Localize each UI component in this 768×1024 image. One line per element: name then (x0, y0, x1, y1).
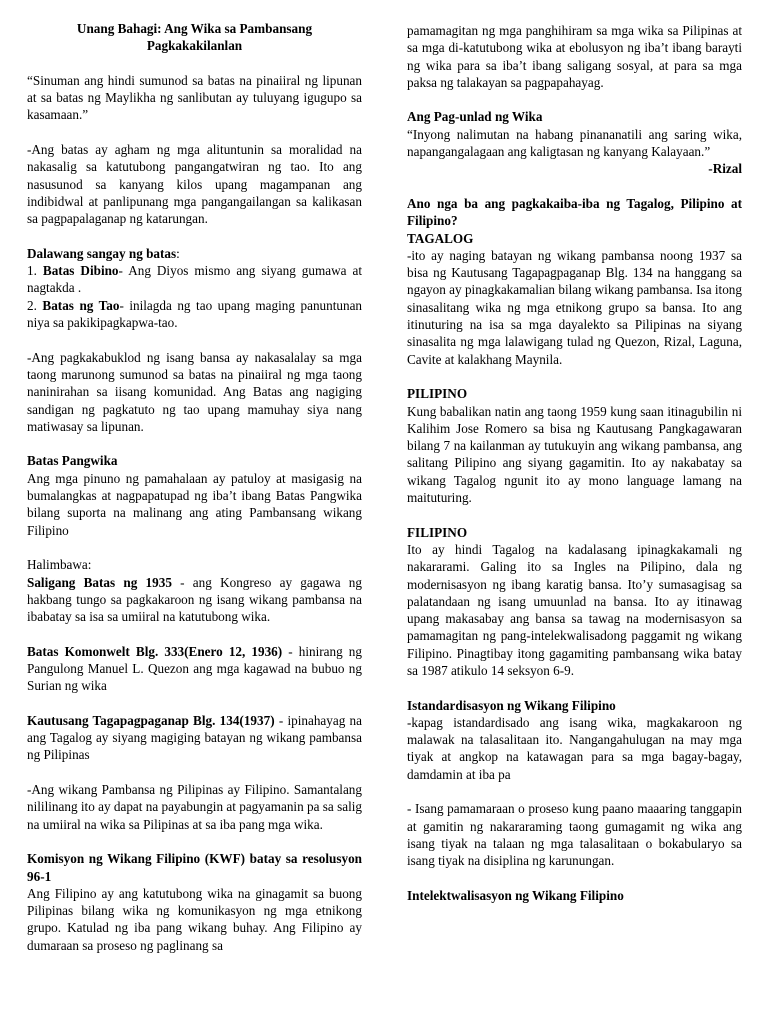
right-column (407, 22, 742, 904)
kwf-heading: Komisyon ng Wikang Filipino (KWF) batay sa resolusyon 96-1 (27, 851, 362, 884)
saligang-batas-entry (27, 574, 362, 626)
pagkakaiba-question: Ano nga ba ang pagkakaiba-iba ng Tagalog, Pilipino at Filipino? (407, 195, 742, 229)
pag-unlad-heading: Ang Pag-unlad ng Wika (407, 109, 543, 125)
kautusan-entry (27, 712, 362, 764)
istandardisasyon-heading: Istandardisasyon ng Wikang Filipino (407, 697, 616, 713)
batas-pangwika-paragraph: Ang mga pinuno ng pamahalaan ay patuloy at masigasig na bumalangkas at nagpapatupad ng iba’t ibang Batas Pangwika bilang suporta na malinang ang ating Pambansang wikang Filipino (27, 470, 362, 538)
halimbawa-label: Halimbawa: (27, 557, 92, 573)
term-batas-dibino: Batas Dibino (42, 263, 119, 279)
rizal-attribution: -Rizal (708, 161, 742, 177)
rizal-quote: “Inyong nalimutan na habang pinananatili ang saring wika, napangangalagaan ang kaligtasan ng kanyang Kalayaan.” (407, 126, 742, 160)
page-title: Unang Bahagi: Ang Wika sa Pambansang Pagkakakilanlan (76, 21, 313, 54)
batas-pangwika-heading: Batas Pangwika (27, 453, 118, 469)
batas-definition-paragraph: -Ang batas ay agham ng mga alituntunin sa moralidad na nakasalig sa katutubong pangangatwiran ng tao. Ito ang nasusunod sa kanyang kilos upang magampanan ang indibidwal at panlipunang mga pangangailangan sa kalikasan sa pagpapalaganap ng katarungan. (27, 142, 362, 227)
tagalog-paragraph: -ito ay naging batayan ng wikang pambansa noong 1937 sa bisa ng Kautusang Tagapagpaganap Blg. 134 na hanggang sa ngayon ay pinagkakamalian bilang wikang pambansa. Isa itong sinasalitang wika ng mga etnikong grupo sa bansa. Ito ang itinuturing na isa sa mga dayalekto sa Pilipinas na siyang sinasalita ng mga lalawigang tulad ng Quezon, Rizal, Laguna, Cavite at kalakhang Maynila. (407, 247, 742, 367)
left-column (27, 20, 362, 954)
sangay-heading-line (27, 245, 362, 262)
kautusan-text: - ipinahayag na ang Tagalog ay siyang magiging batayan ng wikang pambansa ng Pilipinas (27, 712, 362, 763)
pilipino-heading: PILIPINO (407, 386, 468, 402)
filipino-heading: FILIPINO (407, 524, 468, 540)
filipino-paragraph: Ito ay hindi Tagalog na kadalasang ipinagkakamali ng nakararami. Galing ito sa Ingles na Pilipino, dala ng modernisasyon ng ibang karatig bansa. Ito’y sumasagisag sa palatandaan ng isang umuunlad na bansa. Ito ay itinawag upang makasabay ang bansa sa tawag na modernisasyon sa pamamagitan ng pang-intelekwalisadong paggamit ng wikang Filipino. Pinagtibay itong gagamiting pambansang wika batay sa 1987 atikulo 14 seksyon 6-9. (407, 541, 742, 678)
intelektwalisasyon-heading: Intelektwalisasyon ng Wikang Filipino (407, 887, 624, 903)
tagalog-heading: TAGALOG (407, 230, 474, 246)
list-number: 1. (27, 263, 43, 279)
pagkakabuklod-paragraph: -Ang pagkakabuklod ng isang bansa ay nakasalalay sa mga taong marunong sumunod sa batas na pinaiiral ng mga taong naninirahan sa iisang komunidad. Ang Batas ang nagiging sandigan ng pagkatuto ng tao upang mamuhay siya nang matiwasay sa lipunan. (27, 349, 362, 434)
definition-batas-ng-tao: - inilagda ng tao upang maging panuntunan niya sa pakikipagkapwa-tao. (27, 297, 363, 331)
saligang-batas-text: - ang Kongreso ay gagawa ng hakbang tungo sa pagkakaroon ng isang wikang pambansa na ibabatay sa isa sa umiiral na katutubong wika. (27, 574, 362, 625)
istandardisasyon-paragraph-2: - Isang pamamaraan o proseso kung paano maaaring tanggapin at gamitin ng nakararaming taong gumagamit ng wika ang isang tiyak na talaan ng mga talasalitaan o bokabularyo sa isang tiyak na disiplina ng karunungan. (407, 801, 742, 869)
wikang-pambansa-paragraph: -Ang wikang Pambansa ng Pilipinas ay Filipino. Samantalang nililinang ito ay dapat na payabungin at pagyamanin pa sa salig na umiiral na wika sa Pilipinas at sa iba pang mga wika. (27, 782, 362, 832)
komonwelt-entry (27, 643, 362, 695)
komonwelt-text: - hinirang ng Pangulong Manuel L. Quezon ang mga kagawad na bubuo ng Surian ng wika (27, 643, 362, 694)
komonwelt-term: Batas Komonwelt Blg. 333(Enero 12, 1936) (27, 643, 283, 659)
kautusan-term: Kautusang Tagapagpaganap Blg. 134(1937) (27, 712, 275, 728)
opening-quote: “Sinuman ang hindi sumunod sa batas na pinaiiral ng lipunan at sa batas ng Maylikha ng sanlibutan ay tuluyang igugupo sa kasamaan.” (27, 72, 362, 123)
list-item-batas-dibino (27, 262, 362, 297)
sangay-heading: Dalawang sangay ng batas (27, 245, 177, 261)
istandardisasyon-paragraph-1: -kapag istandardisado ang isang wika, magkakaroon ng malawak na talasalitaan ito. Nangangahulugan na may mga tiyak at angkop na katawagan para sa mga bagay-bagay, damdamin at iba pa (407, 714, 742, 782)
term-batas-ng-tao: Batas ng Tao (42, 297, 120, 313)
pilipino-paragraph: Kung babalikan natin ang taong 1959 kung saan itinagubilin ni Kalihim Jose Romero sa bisa ng Kautusang Pangkagawaran bilang 7 na kailanman ay tutukuyin ang wikang pambansa, ang salitang Pilipino ang siyang gagamitin. Ito ay nakabatay sa wikang Tagalog ngunit ito ay mono language lamang na maituturing. (407, 403, 742, 506)
list-number: 2. (27, 297, 43, 313)
saligang-batas-term: Saligang Batas ng 1935 (27, 574, 172, 590)
kwf-paragraph: Ang Filipino ay ang katutubong wika na ginagamit sa buong Pilipinas bilang wika ng komunikasyon ng mga etnikong grupo. Katulad ng iba pang wikang buhay. Ang Filipino ay dumaraan sa proseso ng paglinang sa (27, 885, 362, 953)
sangay-colon: : (176, 245, 180, 261)
definition-batas-dibino: - Ang Diyos mismo ang siyang gumawa at nagtakda . (27, 263, 363, 296)
list-item-batas-ng-tao (27, 297, 362, 332)
continuation-paragraph: pamamagitan ng mga panghihiram sa mga wika sa Pilipinas at sa mga di-katutubong wika at ebolusyon ng iba’t ibang barayti ng wika para sa iba’t ibang saligang sosyal, at para sa mga paksa ng talakayan sa pagpapahayag. (407, 23, 742, 90)
